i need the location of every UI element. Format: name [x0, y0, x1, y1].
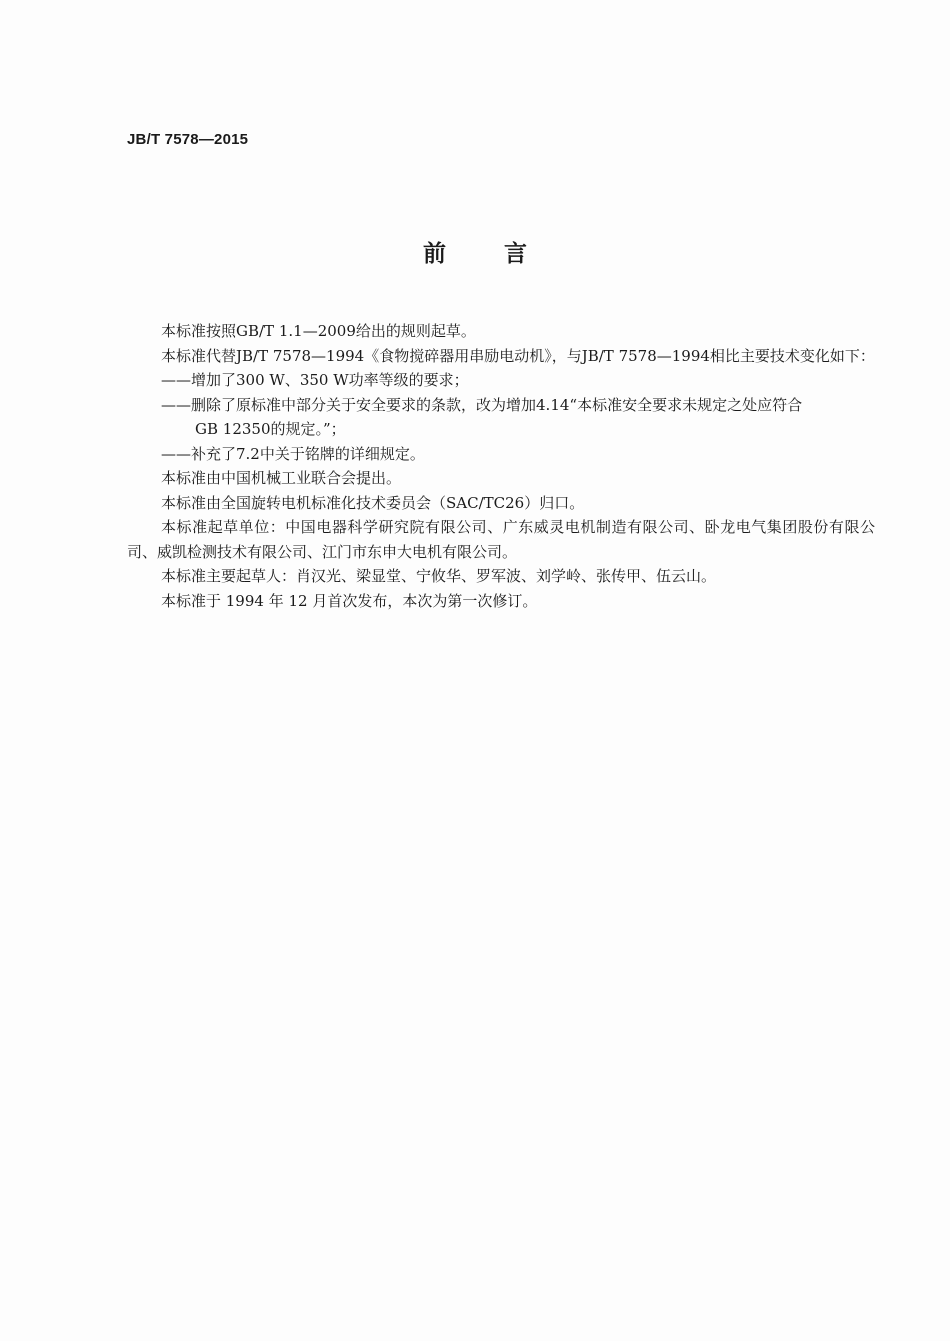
change-item-safety-continuation [127, 417, 875, 442]
paragraph-replacement: 本标准代替JB/T 7578—1994《食物搅碎器用串励电动机》，与JB/T 7578—1994相比主要技术变化如下： [161, 346, 875, 365]
change-item-nameplate: ——补充了7.2中关于铭牌的详细规定。 [161, 444, 425, 463]
change-item-safety-line1: ——删除了原标准中部分关于安全要求的条款，改为增加4.14“本标准安全要求未规定之处应符合 [161, 395, 803, 414]
standard-code: JB/T 7578—2015 [127, 131, 249, 148]
paragraph-drafters: 本标准主要起草人：肖汉光、梁显堂、宁攸华、罗军波、刘学岭、张传甲、伍云山。 [161, 567, 717, 585]
paragraph-drafting-rules: 本标准按照GB/T 1.1—2009给出的规则起草。 [161, 322, 476, 340]
paragraph-drafting-units: 本标准起草单位：中国电器科学研究院有限公司、广东威灵电机制造有限公司、卧龙电气集团股份有限公司、威凯检测技术有限公司、江门市东申大电机有限公司。 [127, 518, 875, 561]
foreword-body [127, 319, 875, 613]
page-title: 前言 [423, 241, 585, 267]
paragraph-proposed-by: 本标准由中国机械工业联合会提出。 [161, 469, 402, 487]
paragraph-under-jurisdiction: 本标准由全国旋转电机标准化技术委员会（SAC/TC26）归口。 [161, 493, 585, 512]
change-item-safety-line2: GB 12350的规定。”； [195, 420, 346, 438]
paragraph-release-history: 本标准于 1994 年 12 月首次发布，本次为第一次修订。 [161, 591, 538, 610]
change-item-power: ——增加了300 W、350 W功率等级的要求； [161, 371, 469, 389]
change-item-safety [127, 393, 875, 418]
